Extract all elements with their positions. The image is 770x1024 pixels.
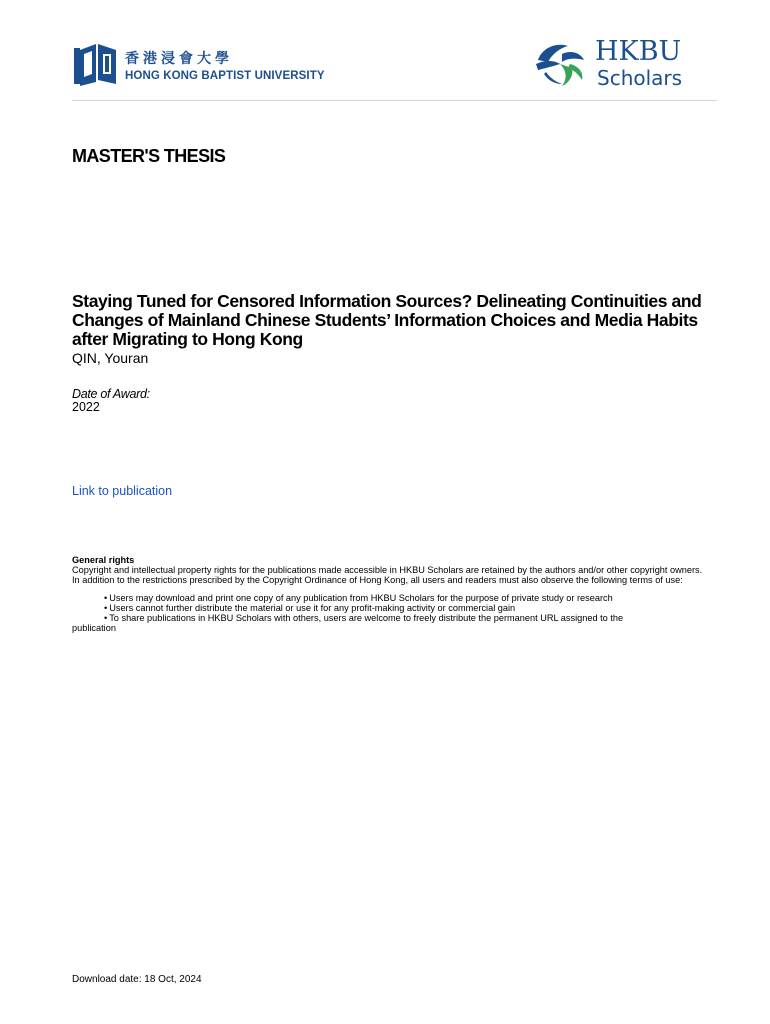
hkbu-scholars-logo [534,38,704,94]
document-type: MASTER'S THESIS [72,146,226,166]
scholars-brand-hkbu: HKBU [595,36,682,67]
download-date: Download date: 18 Oct, 2024 [72,974,202,985]
bullet: • [104,612,108,623]
terms-of-use-list [72,594,712,623]
general-rights-heading: General rights [72,555,135,565]
link-to-publication[interactable]: Link to publication [72,484,173,498]
page-header [0,0,770,102]
general-rights-section [72,556,712,634]
award-date-label: Date of Award: [72,387,150,401]
thesis-title: Staying Tuned for Censored Information Sources? Delineating Continuities and Changes of Mainland Chinese Students’ Information Choices and Media Habits after Migrating to Hong Kong [72,291,702,349]
scholars-globe-icon [534,40,588,90]
bullet: • [104,593,108,604]
terms-item-text: Users may download and print one copy of any publication from HKBU Scholars for the purpose of private study or research [109,593,613,604]
terms-item-text: Users cannot further distribute the material or use it for any profit-making activity or commercial gain [109,603,516,614]
header-divider [72,100,717,101]
author-name: QIN, Youran [72,350,149,366]
list-item [104,614,712,624]
hkbu-logo [72,40,325,90]
university-english-name: HONG KONG BAPTIST UNIVERSITY [125,70,325,82]
general-rights-intro: Copyright and intellectual property rights for the publications made accessible in HKBU Scholars are retained by the authors and/or other copyright owners. In addition to the restrictions prescribed by the Copyright Ordinance of Hong Kong, all users and readers must also observe the following terms of use: [72,564,703,585]
university-chinese-name: 香港浸會大學 [125,51,233,67]
terms-item-continuation: publication [72,622,116,633]
award-year: 2022 [72,400,100,414]
terms-item-text: To share publications in HKBU Scholars with others, users are welcome to freely distribute the permanent URL assigned to the [109,612,624,623]
hkbu-book-logo-icon [72,40,120,88]
scholars-brand-scholars: Scholars [597,66,683,90]
bullet: • [104,603,108,614]
